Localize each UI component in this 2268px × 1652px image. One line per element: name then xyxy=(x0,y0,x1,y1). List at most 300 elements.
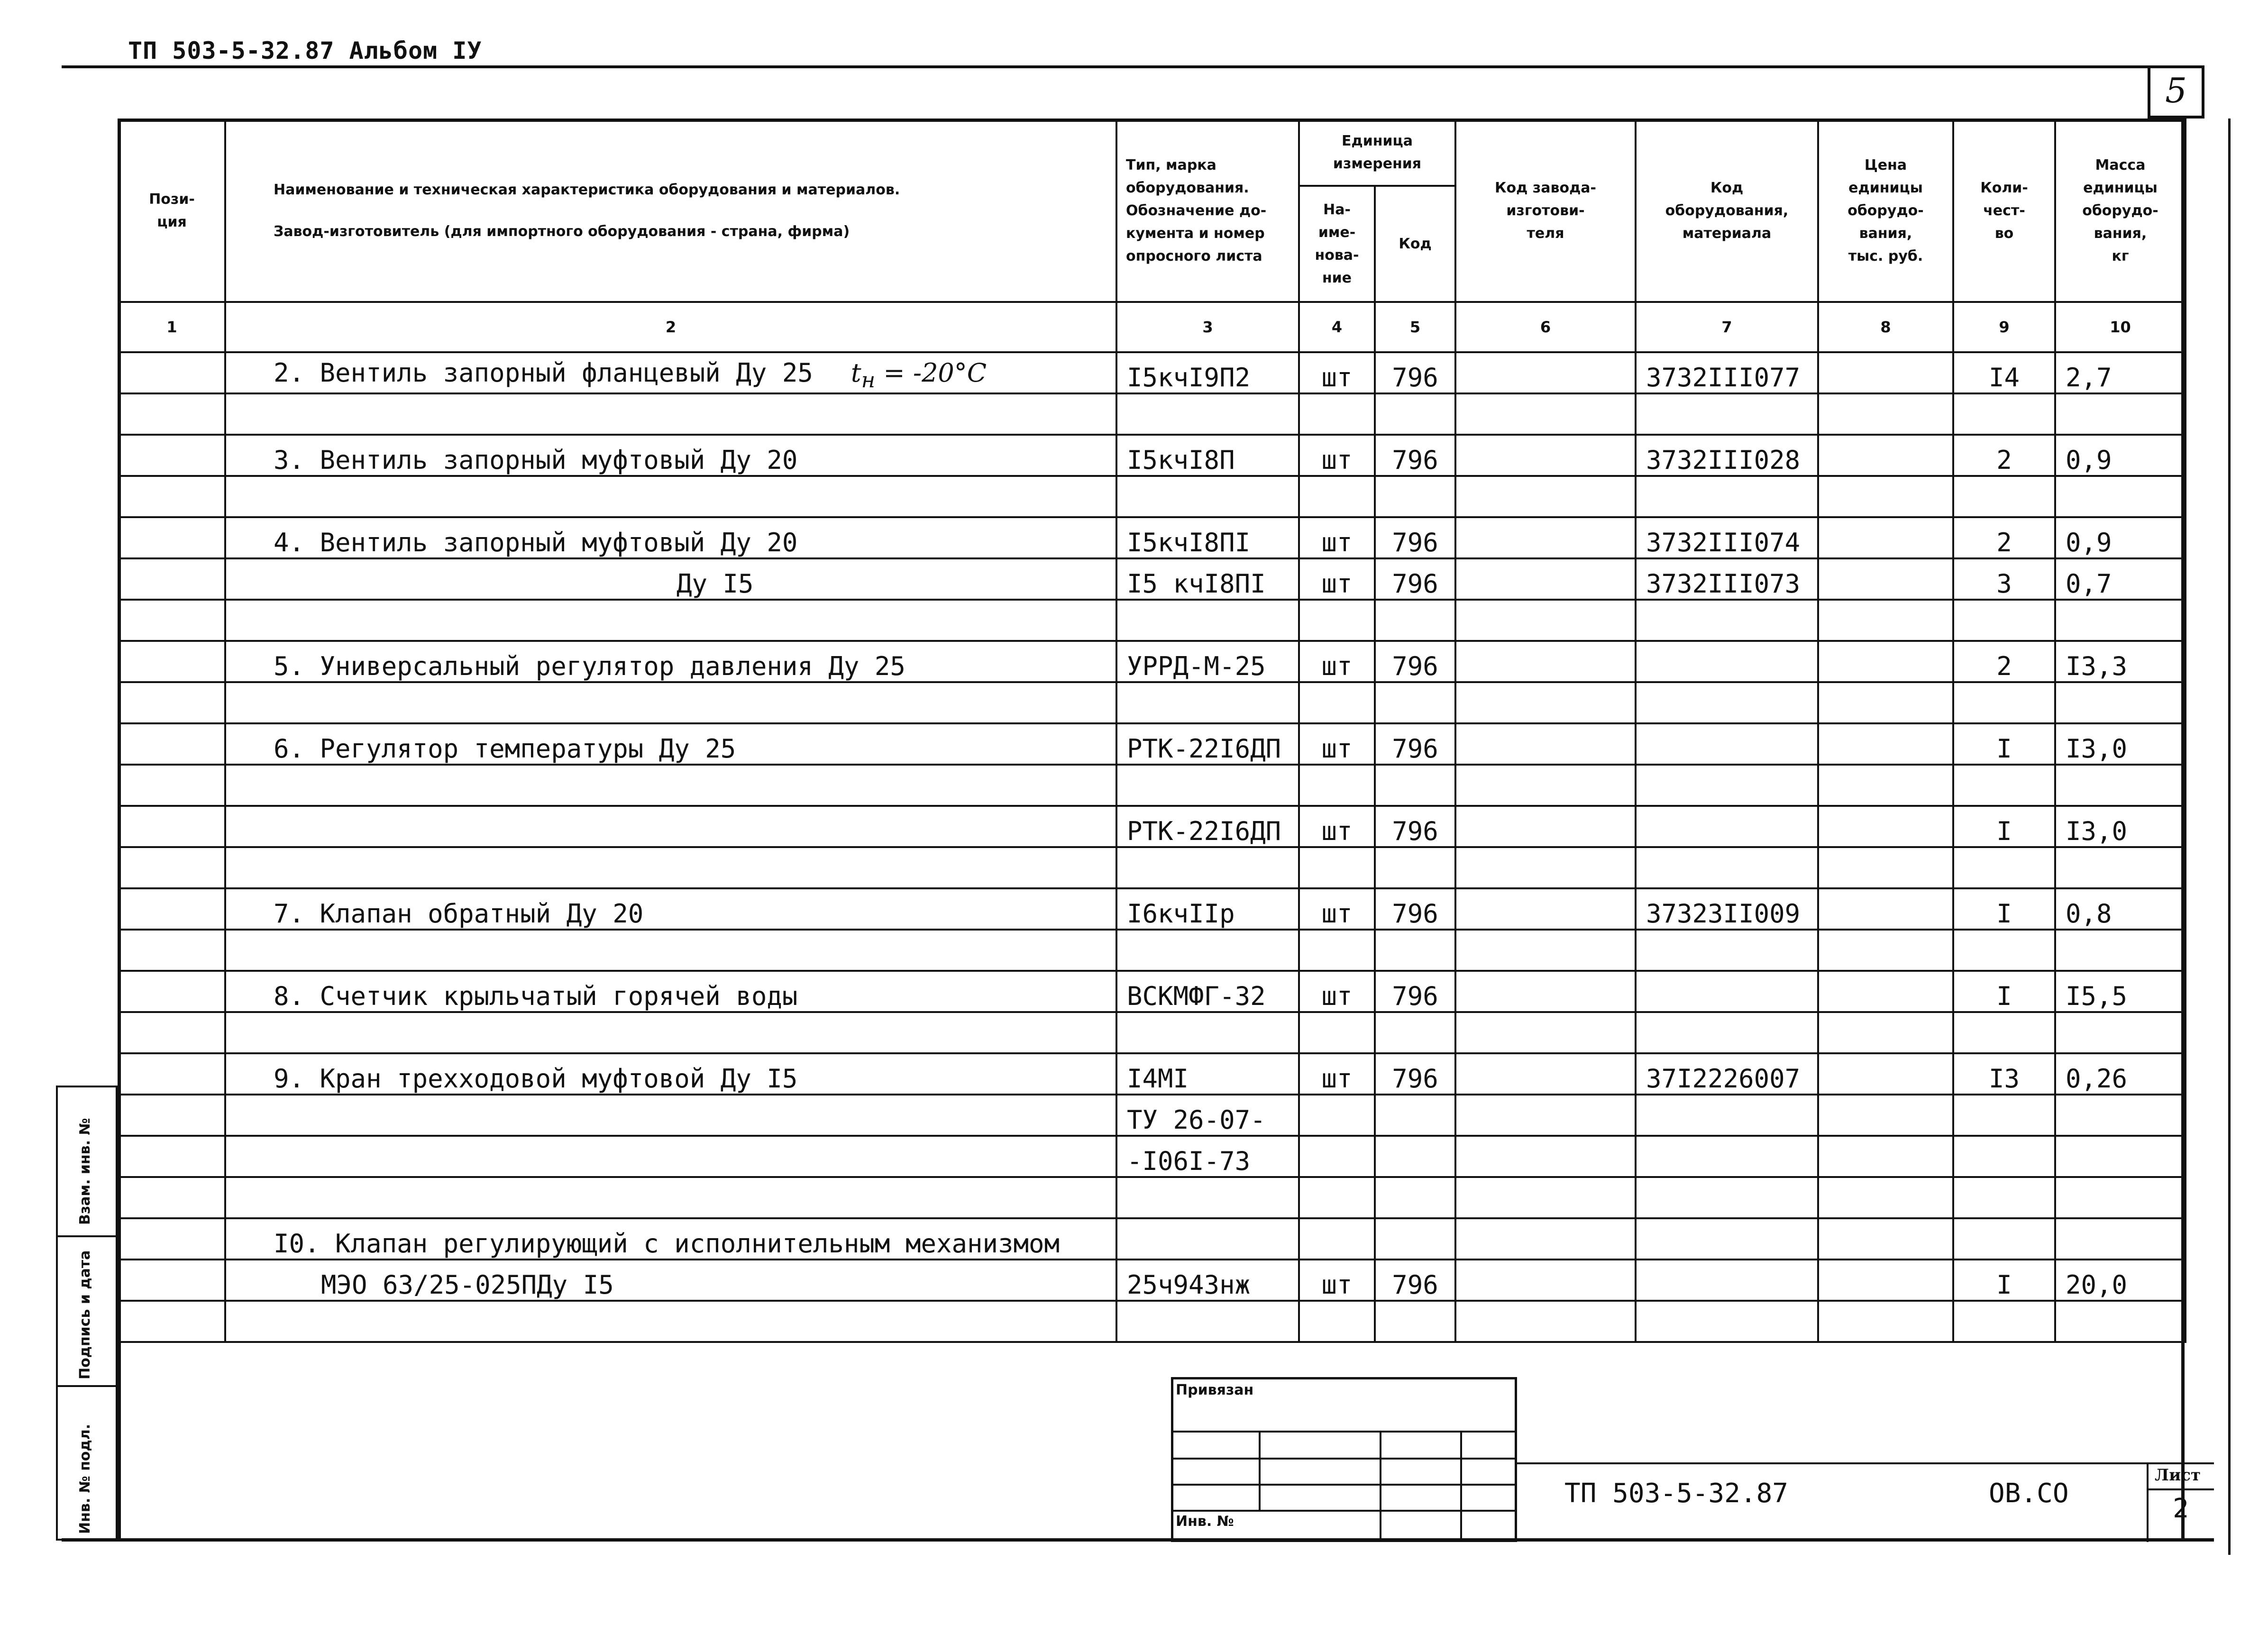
attached-divider xyxy=(1259,1431,1261,1511)
cell-name xyxy=(225,476,1116,517)
inv-no-label: Инв. № xyxy=(1176,1513,1234,1530)
cell-name xyxy=(225,888,1116,930)
cell-unit xyxy=(1299,1301,1375,1342)
cell-type xyxy=(1116,600,1299,641)
cell-name xyxy=(225,847,1116,888)
cell-unit-code: 796 xyxy=(1375,971,1455,1012)
cell-name xyxy=(225,1177,1116,1218)
cell-equip-code xyxy=(1636,476,1818,517)
cell-pos xyxy=(119,971,225,1012)
cell-plant-code xyxy=(1455,352,1636,393)
column-number: 4 xyxy=(1299,302,1375,352)
attached-line xyxy=(1171,1458,1517,1460)
cell-qty: I3 xyxy=(1953,1053,2055,1095)
cell-plant-code xyxy=(1455,1177,1636,1218)
cell-qty: 3 xyxy=(1953,558,2055,600)
cell-equip-code: 3732III028 xyxy=(1636,435,1818,476)
cell-mass: 2,7 xyxy=(2055,352,2186,393)
cell-unit-code xyxy=(1375,1012,1455,1053)
cell-price xyxy=(1818,517,1953,558)
cell-unit xyxy=(1299,930,1375,971)
cell-equip-code: 37323II009 xyxy=(1636,888,1818,930)
table-row xyxy=(119,393,2186,435)
cell-type xyxy=(1116,847,1299,888)
cell-name xyxy=(225,682,1116,723)
cell-type: -I06I-73 xyxy=(1116,1136,1299,1177)
cell-plant-code xyxy=(1455,476,1636,517)
cell-equip-code xyxy=(1636,1301,1818,1342)
cell-name xyxy=(225,517,1116,558)
column-number: 10 xyxy=(2055,302,2186,352)
table-row xyxy=(119,1136,2186,1177)
table-row xyxy=(119,1012,2186,1053)
cell-mass xyxy=(2055,1218,2186,1260)
cell-unit-code xyxy=(1375,930,1455,971)
cell-unit-code xyxy=(1375,765,1455,806)
attached-divider xyxy=(1380,1431,1381,1542)
cell-plant-code xyxy=(1455,682,1636,723)
cell-equip-code: 3732III077 xyxy=(1636,352,1818,393)
cell-name xyxy=(225,1260,1116,1301)
cell-qty xyxy=(1953,1301,2055,1342)
cell-unit-code: 796 xyxy=(1375,723,1455,765)
item-name: 3. Вентиль запорный муфтовый Ду 20 xyxy=(274,445,798,475)
header-price: Цена единицы оборудо- вания, тыс. руб. xyxy=(1818,119,1953,302)
cell-type xyxy=(1116,393,1299,435)
sheet-line xyxy=(2147,1488,2214,1490)
cell-equip-code xyxy=(1636,1095,1818,1136)
cell-name xyxy=(225,641,1116,682)
cell-equip-code: 3732III074 xyxy=(1636,517,1818,558)
cell-type: 25ч943нж xyxy=(1116,1260,1299,1301)
document-code: ТП 503-5-32.87 xyxy=(1564,1478,1789,1509)
item-name: 5. Универсальный регулятор давления Ду 25 xyxy=(274,651,905,681)
cell-type: I6кчIIр xyxy=(1116,888,1299,930)
sheet-number: 2 xyxy=(2173,1493,2189,1524)
cell-name xyxy=(225,1218,1116,1260)
cell-unit xyxy=(1299,1012,1375,1053)
cell-pos xyxy=(119,847,225,888)
temperature-note: $t_н = -20^\circ C$ xyxy=(850,358,987,392)
cell-price xyxy=(1818,930,1953,971)
frame-bottom xyxy=(62,1538,2214,1542)
table-row xyxy=(119,1177,2186,1218)
cell-price xyxy=(1818,393,1953,435)
cell-price xyxy=(1818,476,1953,517)
attached-line xyxy=(1171,1431,1517,1433)
item-name: 8. Счетчик крыльчатый горячей воды xyxy=(274,981,798,1011)
cell-mass: I5,5 xyxy=(2055,971,2186,1012)
cell-name xyxy=(225,393,1116,435)
column-number: 5 xyxy=(1375,302,1455,352)
cell-qty xyxy=(1953,682,2055,723)
cell-pos xyxy=(119,600,225,641)
cell-unit-code xyxy=(1375,1136,1455,1177)
cell-equip-code: 37I2226007 xyxy=(1636,1053,1818,1095)
cell-mass: 0,9 xyxy=(2055,435,2186,476)
cell-type xyxy=(1116,765,1299,806)
stamp-cell-orig xyxy=(56,1385,118,1541)
cell-pos xyxy=(119,352,225,393)
table-row xyxy=(119,517,2186,558)
cell-plant-code xyxy=(1455,1260,1636,1301)
table-row xyxy=(119,1095,2186,1136)
cell-mass xyxy=(2055,600,2186,641)
attached-label: Привязан xyxy=(1176,1382,1254,1398)
cell-unit-code xyxy=(1375,1177,1455,1218)
cell-plant-code xyxy=(1455,930,1636,971)
table-row xyxy=(119,352,2186,393)
item-name: 7. Клапан обратный Ду 20 xyxy=(274,899,644,929)
cell-qty xyxy=(1953,1095,2055,1136)
table-row xyxy=(119,682,2186,723)
stamp-inv-orig: Инв. № подл. xyxy=(77,1424,93,1534)
cell-price xyxy=(1818,641,1953,682)
cell-pos xyxy=(119,765,225,806)
header-mass: Масса единицы оборудо- вания, кг xyxy=(2055,119,2186,302)
cell-plant-code xyxy=(1455,517,1636,558)
column-number: 7 xyxy=(1636,302,1818,352)
cell-qty xyxy=(1953,1136,2055,1177)
table-row xyxy=(119,847,2186,888)
cell-mass xyxy=(2055,1177,2186,1218)
table-row xyxy=(119,476,2186,517)
item-name: 4. Вентиль запорный муфтовый Ду 20 xyxy=(274,528,798,557)
cell-type: РТК-22I6ДП xyxy=(1116,723,1299,765)
cell-price xyxy=(1818,435,1953,476)
cell-type: I5кчI9П2 xyxy=(1116,352,1299,393)
cell-price xyxy=(1818,682,1953,723)
cell-equip-code xyxy=(1636,641,1818,682)
cell-equip-code xyxy=(1636,393,1818,435)
cell-unit xyxy=(1299,1136,1375,1177)
cell-price xyxy=(1818,1177,1953,1218)
cell-equip-code xyxy=(1636,806,1818,847)
cell-qty xyxy=(1953,600,2055,641)
cell-pos xyxy=(119,1012,225,1053)
cell-pos xyxy=(119,930,225,971)
top-rule xyxy=(62,65,2204,68)
cell-qty xyxy=(1953,1218,2055,1260)
cell-unit: шт xyxy=(1299,558,1375,600)
document-section: ОВ.СО xyxy=(1989,1478,2069,1509)
cell-unit-code: 796 xyxy=(1375,352,1455,393)
cell-pos xyxy=(119,393,225,435)
cell-plant-code xyxy=(1455,1095,1636,1136)
column-number: 6 xyxy=(1455,302,1636,352)
cell-unit-code: 796 xyxy=(1375,641,1455,682)
column-number: 1 xyxy=(119,302,225,352)
stamp-cell-replace xyxy=(56,1086,118,1237)
header-plant-code: Код завода- изготови- теля xyxy=(1455,119,1636,302)
cell-type xyxy=(1116,1177,1299,1218)
cell-plant-code xyxy=(1455,641,1636,682)
column-number-row xyxy=(119,302,2186,352)
cell-unit-code xyxy=(1375,682,1455,723)
cell-equip-code xyxy=(1636,847,1818,888)
cell-qty xyxy=(1953,1012,2055,1053)
cell-price xyxy=(1818,1095,1953,1136)
cell-type xyxy=(1116,930,1299,971)
cell-type: I5кчI8ПI xyxy=(1116,517,1299,558)
header-unit-name: На- име- нова- ние xyxy=(1299,186,1375,302)
cell-plant-code xyxy=(1455,435,1636,476)
sheet-label: Лист xyxy=(2155,1466,2201,1485)
cell-unit-code xyxy=(1375,1301,1455,1342)
cell-pos xyxy=(119,476,225,517)
cell-pos xyxy=(119,435,225,476)
cell-pos xyxy=(119,682,225,723)
header-type: Тип, марка оборудования. Обозначение до- кумента и номер опросного листа xyxy=(1116,119,1299,302)
cell-pos xyxy=(119,1136,225,1177)
cell-unit xyxy=(1299,765,1375,806)
cell-pos xyxy=(119,1177,225,1218)
cell-unit-code xyxy=(1375,600,1455,641)
cell-price xyxy=(1818,600,1953,641)
cell-type xyxy=(1116,1218,1299,1260)
cell-mass xyxy=(2055,476,2186,517)
column-number: 9 xyxy=(1953,302,2055,352)
column-number: 3 xyxy=(1116,302,1299,352)
cell-type: ВСКМФГ-32 xyxy=(1116,971,1299,1012)
cell-equip-code xyxy=(1636,723,1818,765)
cell-name xyxy=(225,1095,1116,1136)
cell-pos xyxy=(119,723,225,765)
cell-price xyxy=(1818,352,1953,393)
cell-qty xyxy=(1953,765,2055,806)
cell-price xyxy=(1818,1260,1953,1301)
cell-equip-code xyxy=(1636,682,1818,723)
cell-qty xyxy=(1953,930,2055,971)
cell-unit-code xyxy=(1375,476,1455,517)
cell-price xyxy=(1818,723,1953,765)
cell-unit: шт xyxy=(1299,517,1375,558)
sheet-divider xyxy=(2147,1462,2149,1542)
cell-mass xyxy=(2055,393,2186,435)
cell-unit: шт xyxy=(1299,888,1375,930)
header-qty: Коли- чест- во xyxy=(1953,119,2055,302)
cell-price xyxy=(1818,1301,1953,1342)
attached-line xyxy=(1171,1484,1517,1486)
cell-plant-code xyxy=(1455,971,1636,1012)
cell-type: I4МI xyxy=(1116,1053,1299,1095)
cell-mass: I3,0 xyxy=(2055,723,2186,765)
cell-qty: 2 xyxy=(1953,517,2055,558)
cell-unit xyxy=(1299,1095,1375,1136)
cell-unit: шт xyxy=(1299,1260,1375,1301)
cell-name xyxy=(225,1053,1116,1095)
cell-type: ТУ 26-07- xyxy=(1116,1095,1299,1136)
cell-unit xyxy=(1299,682,1375,723)
header-equip-code: Код оборудования, материала xyxy=(1636,119,1818,302)
cell-plant-code xyxy=(1455,600,1636,641)
stamp-cell-sign xyxy=(56,1235,118,1387)
nominal-diameter: Ду I5 xyxy=(537,1270,614,1300)
cell-equip-code xyxy=(1636,1177,1818,1218)
cell-pos xyxy=(119,888,225,930)
cell-unit xyxy=(1299,600,1375,641)
cell-name xyxy=(225,930,1116,971)
cell-qty: I xyxy=(1953,971,2055,1012)
cell-mass xyxy=(2055,1012,2186,1053)
cell-qty: I xyxy=(1953,1260,2055,1301)
cell-mass: I3,3 xyxy=(2055,641,2186,682)
cell-price xyxy=(1818,765,1953,806)
stamp-sign-date: Подпись и дата xyxy=(77,1250,93,1379)
cell-unit: шт xyxy=(1299,641,1375,682)
cell-mass: 0,9 xyxy=(2055,517,2186,558)
cell-type xyxy=(1116,1301,1299,1342)
cell-equip-code xyxy=(1636,1012,1818,1053)
cell-qty xyxy=(1953,476,2055,517)
cell-plant-code xyxy=(1455,765,1636,806)
cell-qty: 2 xyxy=(1953,641,2055,682)
cell-plant-code xyxy=(1455,393,1636,435)
table-row xyxy=(119,435,2186,476)
cell-unit-code: 796 xyxy=(1375,1053,1455,1095)
cell-unit-code xyxy=(1375,847,1455,888)
cell-unit-code xyxy=(1375,1218,1455,1260)
column-number: 2 xyxy=(225,302,1116,352)
cell-equip-code xyxy=(1636,765,1818,806)
cell-type xyxy=(1116,682,1299,723)
cell-equip-code xyxy=(1636,1218,1818,1260)
cell-mass xyxy=(2055,1301,2186,1342)
cell-unit xyxy=(1299,393,1375,435)
cell-name xyxy=(225,765,1116,806)
header-name-line2: Завод-изготовитель (для импортного оборудования - страна, фирма) xyxy=(274,223,850,240)
cell-qty: I xyxy=(1953,888,2055,930)
attached-line xyxy=(1171,1510,1517,1512)
specification-table xyxy=(118,119,2186,1343)
cell-type: I5 кчI8ПI xyxy=(1116,558,1299,600)
cell-plant-code xyxy=(1455,1053,1636,1095)
table-row xyxy=(119,641,2186,682)
cell-price xyxy=(1818,1012,1953,1053)
cell-unit-code: 796 xyxy=(1375,1260,1455,1301)
cell-plant-code xyxy=(1455,558,1636,600)
cell-pos xyxy=(119,1260,225,1301)
cell-plant-code xyxy=(1455,1012,1636,1053)
cell-price xyxy=(1818,1136,1953,1177)
column-number: 8 xyxy=(1818,302,1953,352)
cell-price xyxy=(1818,558,1953,600)
cell-unit-code: 796 xyxy=(1375,435,1455,476)
cell-plant-code xyxy=(1455,888,1636,930)
cell-qty: I4 xyxy=(1953,352,2055,393)
cell-pos xyxy=(119,641,225,682)
left-stamp xyxy=(56,1086,118,1541)
cell-name: Ду I5 xyxy=(225,558,1116,600)
table-row xyxy=(119,558,2186,600)
cell-qty: I xyxy=(1953,723,2055,765)
header-name-line1: Наименование и техническая характеристика оборудования и материалов. xyxy=(274,181,900,198)
cell-equip-code xyxy=(1636,971,1818,1012)
cell-name xyxy=(225,352,1116,393)
cell-plant-code xyxy=(1455,1301,1636,1342)
table-row xyxy=(119,806,2186,847)
cell-unit: шт xyxy=(1299,971,1375,1012)
item-name: 9. Кран трехходовой муфтовой Ду I5 xyxy=(274,1064,798,1094)
cell-equip-code xyxy=(1636,1136,1818,1177)
actuator-model: МЭО 63/25-025П xyxy=(321,1270,537,1300)
cell-unit-code: 796 xyxy=(1375,806,1455,847)
cell-unit: шт xyxy=(1299,1053,1375,1095)
cell-unit-code xyxy=(1375,393,1455,435)
cell-unit-code: 796 xyxy=(1375,517,1455,558)
table-row xyxy=(119,765,2186,806)
cell-pos xyxy=(119,806,225,847)
table-row xyxy=(119,1218,2186,1260)
header-unit-code: Код xyxy=(1375,186,1455,302)
cell-pos xyxy=(119,1301,225,1342)
cell-unit xyxy=(1299,476,1375,517)
cell-equip-code: 3732III073 xyxy=(1636,558,1818,600)
header-unit: Единица измерения xyxy=(1299,119,1455,186)
cell-equip-code xyxy=(1636,930,1818,971)
table-row xyxy=(119,971,2186,1012)
cell-name xyxy=(225,1301,1116,1342)
cell-equip-code xyxy=(1636,600,1818,641)
table-row xyxy=(119,600,2186,641)
cell-mass: 0,8 xyxy=(2055,888,2186,930)
cell-plant-code xyxy=(1455,847,1636,888)
cell-price xyxy=(1818,806,1953,847)
cell-name xyxy=(225,435,1116,476)
table-row xyxy=(119,888,2186,930)
cell-type: I5кчI8П xyxy=(1116,435,1299,476)
cell-unit: шт xyxy=(1299,352,1375,393)
cell-name xyxy=(225,806,1116,847)
cell-unit-code: 796 xyxy=(1375,558,1455,600)
cell-unit-code: 796 xyxy=(1375,888,1455,930)
table-row xyxy=(119,930,2186,971)
title-block-top-line xyxy=(1517,1462,2214,1464)
cell-qty: 2 xyxy=(1953,435,2055,476)
cell-type: РТК-22I6ДП xyxy=(1116,806,1299,847)
table-row xyxy=(119,1260,2186,1301)
cell-price xyxy=(1818,971,1953,1012)
cell-type xyxy=(1116,476,1299,517)
cell-mass: I3,0 xyxy=(2055,806,2186,847)
cell-mass: 0,7 xyxy=(2055,558,2186,600)
cell-price xyxy=(1818,1053,1953,1095)
cell-name xyxy=(225,723,1116,765)
table-row xyxy=(119,1053,2186,1095)
table-row xyxy=(119,1301,2186,1342)
cell-plant-code xyxy=(1455,1136,1636,1177)
cell-mass: 0,26 xyxy=(2055,1053,2186,1095)
cell-type: УРРД-М-25 xyxy=(1116,641,1299,682)
cell-pos xyxy=(119,1218,225,1260)
cell-mass xyxy=(2055,1095,2186,1136)
cell-price xyxy=(1818,1218,1953,1260)
cell-mass xyxy=(2055,765,2186,806)
cell-equip-code xyxy=(1636,1260,1818,1301)
cell-mass xyxy=(2055,847,2186,888)
cell-mass: 20,0 xyxy=(2055,1260,2186,1301)
cell-unit-code xyxy=(1375,1095,1455,1136)
cell-pos xyxy=(119,558,225,600)
header-name xyxy=(225,119,1116,302)
header-position: Пози- ция xyxy=(119,119,225,302)
frame-right-line xyxy=(2228,119,2231,1555)
cell-unit xyxy=(1299,847,1375,888)
stamp-inv-replace: Взам. инв. № xyxy=(77,1118,93,1225)
cell-pos xyxy=(119,1095,225,1136)
cell-pos xyxy=(119,1053,225,1095)
cell-unit: шт xyxy=(1299,806,1375,847)
